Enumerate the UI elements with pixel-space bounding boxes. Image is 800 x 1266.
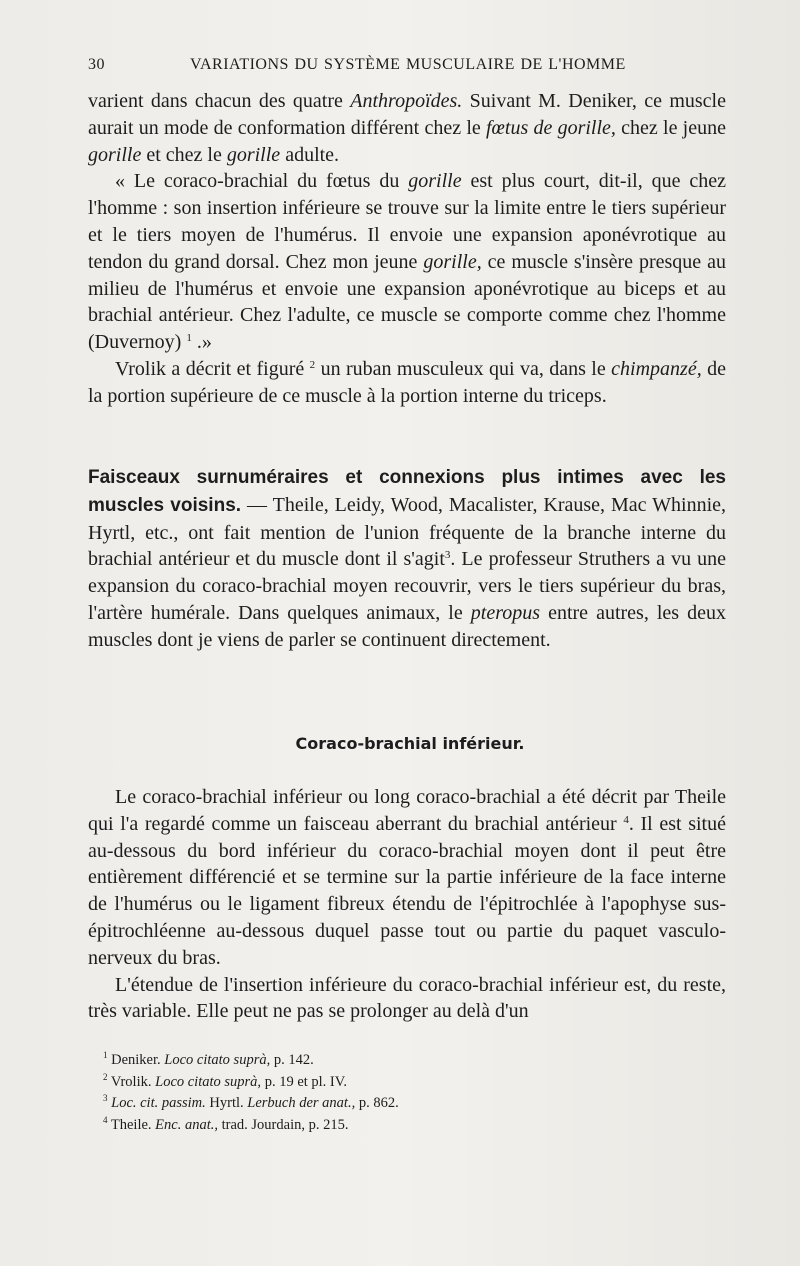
footnote — [103, 1072, 663, 1094]
text-run: Le coraco-brachial inférieur ou long coraco-brachial a été décrit par Theile qui l'a regardé comme un faisceau aberrant du brachial antérieur — [88, 786, 726, 835]
text-run: de la portion supérieure de ce muscle à la portion interne du triceps. — [88, 357, 726, 407]
text-run: et chez le — [141, 143, 227, 166]
text-run: trad. Jourdain, p. 215. — [218, 1116, 349, 1133]
text-run: Theile. — [110, 1116, 156, 1133]
italic-term: gorille — [88, 143, 142, 166]
text-run: p. 19 et pl. IV. — [261, 1073, 347, 1090]
italic-term: fœtus de gorille, — [486, 116, 616, 139]
text-run: « Le coraco-brachial du fœtus du — [115, 170, 409, 193]
paragraph-quote — [88, 168, 726, 356]
italic-term: Loco citato suprà, — [155, 1073, 262, 1090]
text-run: . Il est situé au-dessous du bord inférieur du coraco-brachial moyen dont il peut être entièrement différencié et se termine sur la partie inférieure de la face interne de l'humérus ou le ligament fibreux étendu de l'épitrochlée à l'apophyse sus-épitrochléenne au-dessous duquel passe tout ou partie du paquet vasculo-nerveux du bras. — [88, 812, 726, 969]
footnote-number: 1 — [103, 1050, 108, 1060]
paragraph-heading: Faisceaux surnuméraires et connexions plus intimes avec les muscles voisins. — [88, 467, 726, 516]
footnote — [103, 1115, 663, 1137]
footnote-number: 4 — [103, 1114, 108, 1125]
footnote-ref[interactable]: 1 — [186, 332, 192, 345]
text-run: entre autres, les deux muscles dont je viens de parler se continuent directement. — [88, 601, 726, 651]
text-run: Vrolik. — [110, 1073, 156, 1090]
italic-term: Lerbuch der anat., — [247, 1095, 356, 1111]
paragraph — [88, 356, 726, 410]
text-run: Deniker. — [111, 1052, 165, 1068]
italic-term: pteropus — [470, 601, 541, 624]
italic-term: Loco citato suprà, — [164, 1052, 271, 1068]
text-block-supernumerary — [88, 464, 726, 654]
italic-term: gorille — [226, 143, 281, 166]
footnote — [103, 1093, 663, 1115]
running-header — [88, 56, 728, 80]
text-run: ce muscle s'insère presque au milieu de l'humérus et envoie une expansion aponévrotique au biceps et au brachial antérieur. Chez l'adulte, ce muscle se comporte comme chez l'homme (Duvernoy) — [88, 250, 726, 354]
section-title: Coraco-brachial inférieur. — [295, 734, 525, 753]
text-run: est plus court, dit-il, que chez l'homme : son insertion inférieure se trouve sur la limite entre le tiers supérieur et le tiers moyen de l'humérus. Il envoie une expansion aponévrotique au tendon du grand dorsal. Chez mon jeune — [88, 170, 726, 273]
running-title: VARIATIONS DU SYSTÈME MUSCULAIRE DE L'HOMME — [190, 56, 626, 73]
text-run: un ruban musculeux qui va, dans le — [315, 357, 612, 380]
italic-term: Loc. cit. passim. — [111, 1095, 206, 1111]
text-run: adulte. — [280, 143, 340, 166]
italic-term: gorille — [408, 170, 462, 193]
text-block-inferior — [88, 784, 726, 1025]
footnote-number: 2 — [103, 1071, 108, 1082]
page-number: 30 — [88, 56, 105, 73]
footnote-number: 3 — [103, 1093, 108, 1103]
text-run: Suivant M. Deniker, ce muscle aurait un mode de conformation différent chez le — [88, 90, 726, 139]
text-run: p. 862. — [355, 1095, 399, 1111]
paragraph: L'étendue de l'insertion inférieure du coraco-brachial inférieur est, du reste, très variable. Elle peut ne pas se prolonger au delà d'un — [88, 973, 726, 1023]
text-run: Vrolik a décrit et figuré — [115, 357, 310, 380]
text-run: varient dans chacun des quatre — [88, 90, 351, 112]
footnote — [103, 1050, 663, 1072]
italic-term: gorille, — [423, 250, 482, 273]
footnote-ref[interactable]: 3 — [444, 549, 451, 562]
text-run: — Theile, Leidy, Wood, Macalister, Krause, Mac Whinnie, Hyrtl, etc., ont fait mention de l'union fréquente de la branche interne du brachial antérieur et du muscle dont il s'agit — [88, 493, 727, 571]
footnote-ref[interactable]: 2 — [309, 358, 316, 371]
italic-term: chimpanzé, — [611, 357, 702, 380]
footnote-ref[interactable]: 4 — [623, 813, 629, 826]
footnotes — [103, 1050, 663, 1136]
text-run: .» — [191, 331, 212, 354]
text-run: chez le jeune — [615, 116, 726, 139]
italic-term: Enc. anat., — [155, 1116, 218, 1133]
paragraph — [88, 88, 726, 168]
text-run: p. 142. — [270, 1052, 314, 1068]
italic-term: Anthropoïdes. — [350, 90, 463, 112]
paragraph — [88, 784, 726, 972]
text-block-anthropoids — [88, 88, 726, 410]
paragraph — [88, 464, 726, 654]
text-run: Hyrtl. — [205, 1095, 248, 1111]
text-run: . Le professeur Struthers a vu une expansion du coraco-brachial moyen recouvrir, vers le tiers supérieur du bras, l'artère humérale. Dans quelques animaux, le — [88, 548, 726, 624]
